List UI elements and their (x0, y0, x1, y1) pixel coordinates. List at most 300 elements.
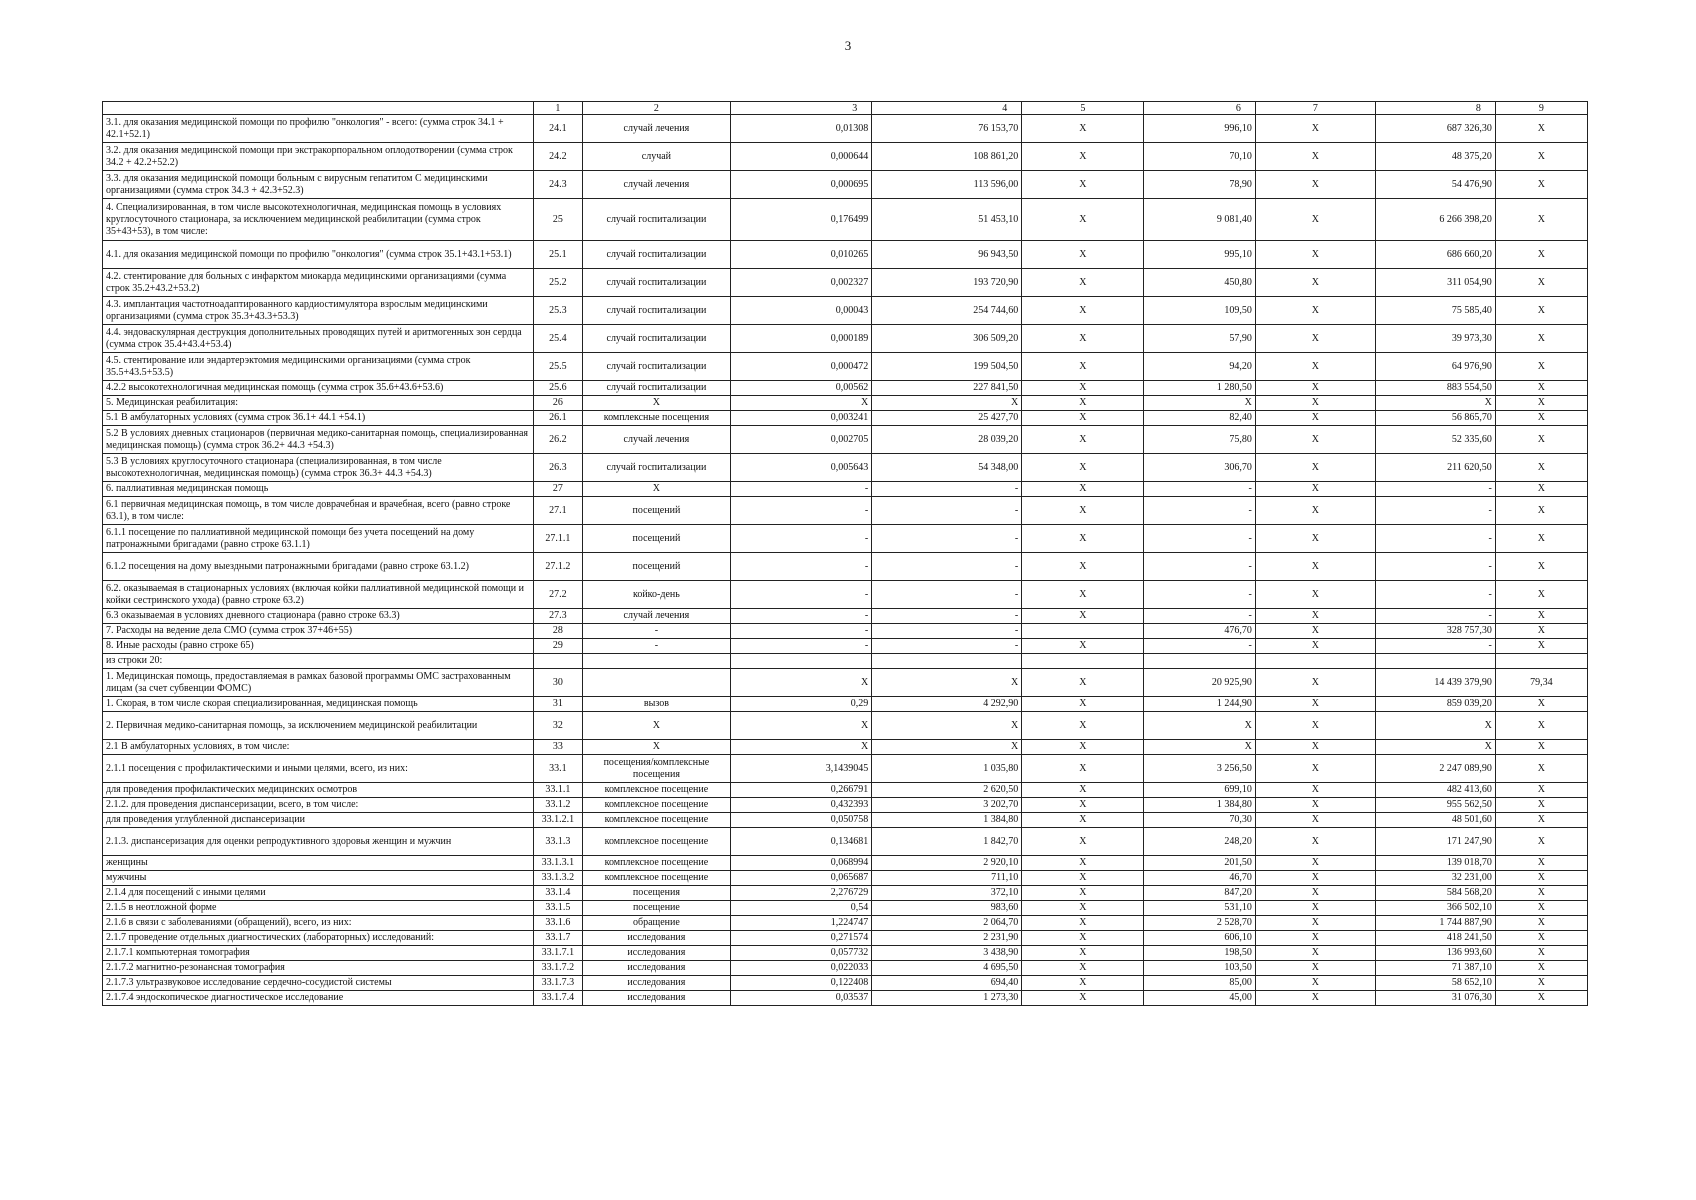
total-oms-cell: 54 476,90 (1375, 171, 1495, 199)
per-capita-oms-cell: 46,70 (1144, 871, 1255, 886)
row-label-cell: 1. Скорая, в том числе скорая специализированная, медицинская помощь (103, 697, 534, 712)
total-budget-cell: X (1255, 497, 1375, 525)
volume-norm-cell: X (730, 669, 871, 697)
per-capita-oms-cell: X (1144, 712, 1255, 740)
total-budget-cell: X (1255, 353, 1375, 381)
volume-norm-cell: 0,01308 (730, 115, 871, 143)
row-code-cell: 25.4 (533, 325, 582, 353)
row-label-cell: 5. Медицинская реабилитация: (103, 396, 534, 411)
per-capita-oms-cell: 248,20 (1144, 828, 1255, 856)
row-label-cell: 4.2.2 высокотехнологичная медицинская помощь (сумма строк 35.6+43.6+53.6) (103, 381, 534, 396)
total-oms-cell: - (1375, 525, 1495, 553)
total-oms-cell: - (1375, 581, 1495, 609)
unit-cell: случай лечения (582, 426, 730, 454)
volume-norm-cell: 0,000644 (730, 143, 871, 171)
percent-cell: X (1495, 241, 1587, 269)
total-oms-cell: 31 076,30 (1375, 991, 1495, 1006)
percent-cell: X (1495, 961, 1587, 976)
row-label-cell: 4.4. эндоваскулярная деструкция дополнительных проводящих путей и аритмогенных зон сердца (сумма строк 35.4+43.4+53.4) (103, 325, 534, 353)
percent-cell: X (1495, 411, 1587, 426)
cost-norm-cell: 227 841,50 (872, 381, 1022, 396)
unit-cell: комплексное посещение (582, 798, 730, 813)
percent-cell: X (1495, 553, 1587, 581)
per-capita-budget-cell: X (1022, 411, 1144, 426)
total-budget-cell: X (1255, 171, 1375, 199)
row-code-cell: 25.5 (533, 353, 582, 381)
row-code-cell: 30 (533, 669, 582, 697)
cost-norm-cell: - (872, 624, 1022, 639)
volume-norm-cell: 0,176499 (730, 199, 871, 241)
volume-norm-cell: 0,432393 (730, 798, 871, 813)
volume-norm-cell: 2,276729 (730, 886, 871, 901)
cost-norm-cell: - (872, 609, 1022, 624)
row-label-cell: 5.2 В условиях дневных стационаров (первичная медико-санитарная помощь, специализированная медицинская помощь) (сумма строк 36.2+ 44.3 +54.3) (103, 426, 534, 454)
row-code-cell (533, 654, 582, 669)
per-capita-budget-cell: X (1022, 269, 1144, 297)
cost-norm-cell: - (872, 497, 1022, 525)
percent-cell: X (1495, 396, 1587, 411)
row-code-cell: 25 (533, 199, 582, 241)
total-budget-cell: X (1255, 712, 1375, 740)
volume-norm-cell: 0,010265 (730, 241, 871, 269)
total-budget-cell: X (1255, 381, 1375, 396)
total-budget-cell: X (1255, 297, 1375, 325)
percent-cell: X (1495, 639, 1587, 654)
volume-norm-cell: 0,057732 (730, 946, 871, 961)
row-code-cell: 33.1.2 (533, 798, 582, 813)
cost-norm-cell (872, 654, 1022, 669)
total-oms-cell: 686 660,20 (1375, 241, 1495, 269)
volume-norm-cell: 0,000472 (730, 353, 871, 381)
unit-cell: посещений (582, 553, 730, 581)
per-capita-budget-cell: X (1022, 783, 1144, 798)
table-row (103, 697, 1588, 712)
row-code-cell: 27.3 (533, 609, 582, 624)
row-code-cell: 33 (533, 740, 582, 755)
table-row (103, 497, 1588, 525)
total-budget-cell: X (1255, 886, 1375, 901)
unit-cell: обращение (582, 916, 730, 931)
per-capita-budget-cell: X (1022, 353, 1144, 381)
total-budget-cell: X (1255, 609, 1375, 624)
unit-cell: - (582, 639, 730, 654)
cost-norm-cell: 711,10 (872, 871, 1022, 886)
volume-norm-cell: - (730, 553, 871, 581)
per-capita-oms-cell: 201,50 (1144, 856, 1255, 871)
cost-norm-cell: 2 064,70 (872, 916, 1022, 931)
per-capita-oms-cell: 94,20 (1144, 353, 1255, 381)
per-capita-budget-cell: X (1022, 901, 1144, 916)
cost-norm-cell: 108 861,20 (872, 143, 1022, 171)
cost-norm-cell: 3 202,70 (872, 798, 1022, 813)
table-row (103, 916, 1588, 931)
total-oms-cell: 39 973,30 (1375, 325, 1495, 353)
row-code-cell: 33.1.5 (533, 901, 582, 916)
percent-cell: X (1495, 426, 1587, 454)
table-row (103, 654, 1588, 669)
total-budget-cell: X (1255, 697, 1375, 712)
unit-cell: случай госпитализации (582, 353, 730, 381)
row-code-cell: 32 (533, 712, 582, 740)
cost-norm-cell: 1 035,80 (872, 755, 1022, 783)
per-capita-budget-cell: X (1022, 497, 1144, 525)
percent-cell: X (1495, 931, 1587, 946)
row-label-cell: из строки 20: (103, 654, 534, 669)
percent-cell: X (1495, 856, 1587, 871)
row-code-cell: 25.1 (533, 241, 582, 269)
volume-norm-cell: - (730, 497, 871, 525)
table-row (103, 241, 1588, 269)
total-oms-cell: 48 375,20 (1375, 143, 1495, 171)
per-capita-budget-cell: X (1022, 828, 1144, 856)
per-capita-oms-cell: 996,10 (1144, 115, 1255, 143)
unit-cell: комплексное посещение (582, 856, 730, 871)
row-label-cell: 7. Расходы на ведение дела СМО (сумма строк 37+46+55) (103, 624, 534, 639)
cost-norm-cell: - (872, 525, 1022, 553)
unit-cell: посещений (582, 497, 730, 525)
unit-cell: посещение (582, 901, 730, 916)
cost-norm-cell: 1 273,30 (872, 991, 1022, 1006)
per-capita-budget-cell: X (1022, 916, 1144, 931)
cost-norm-cell: 372,10 (872, 886, 1022, 901)
header-cell: 6 (1144, 102, 1255, 115)
row-code-cell: 33.1.7.1 (533, 946, 582, 961)
total-budget-cell: X (1255, 199, 1375, 241)
total-oms-cell: 482 413,60 (1375, 783, 1495, 798)
total-budget-cell: X (1255, 871, 1375, 886)
per-capita-oms-cell: 85,00 (1144, 976, 1255, 991)
header-cell: 7 (1255, 102, 1375, 115)
header-row (103, 102, 1588, 115)
total-budget-cell: X (1255, 411, 1375, 426)
per-capita-oms-cell: 9 081,40 (1144, 199, 1255, 241)
total-oms-cell: 64 976,90 (1375, 353, 1495, 381)
per-capita-oms-cell (1144, 654, 1255, 669)
unit-cell: исследования (582, 931, 730, 946)
unit-cell: случай госпитализации (582, 269, 730, 297)
total-budget-cell: X (1255, 946, 1375, 961)
total-oms-cell: 75 585,40 (1375, 297, 1495, 325)
per-capita-oms-cell: - (1144, 581, 1255, 609)
total-oms-cell: 955 562,50 (1375, 798, 1495, 813)
cost-norm-cell: - (872, 639, 1022, 654)
unit-cell (582, 654, 730, 669)
percent-cell: X (1495, 976, 1587, 991)
table-row (103, 143, 1588, 171)
table-row (103, 755, 1588, 783)
percent-cell: X (1495, 609, 1587, 624)
table-row (103, 553, 1588, 581)
total-budget-cell: X (1255, 396, 1375, 411)
volume-norm-cell: - (730, 609, 871, 624)
total-budget-cell: X (1255, 856, 1375, 871)
per-capita-budget-cell: X (1022, 991, 1144, 1006)
total-oms-cell: - (1375, 497, 1495, 525)
table-row (103, 798, 1588, 813)
row-code-cell: 33.1.7.3 (533, 976, 582, 991)
per-capita-oms-cell: - (1144, 525, 1255, 553)
volume-norm-cell: 0,134681 (730, 828, 871, 856)
volume-norm-cell: 0,003241 (730, 411, 871, 426)
row-label-cell: 8. Иные расходы (равно строке 65) (103, 639, 534, 654)
row-label-cell: 2.1 В амбулаторных условиях, в том числе: (103, 740, 534, 755)
table-row (103, 740, 1588, 755)
total-budget-cell: X (1255, 783, 1375, 798)
table-row (103, 856, 1588, 871)
per-capita-budget-cell: X (1022, 553, 1144, 581)
header-cell: 1 (533, 102, 582, 115)
header-cell (103, 102, 534, 115)
per-capita-oms-cell: 20 925,90 (1144, 669, 1255, 697)
per-capita-oms-cell: X (1144, 740, 1255, 755)
percent-cell: X (1495, 581, 1587, 609)
unit-cell: случай лечения (582, 115, 730, 143)
table-row (103, 976, 1588, 991)
table-row (103, 931, 1588, 946)
total-budget-cell: X (1255, 624, 1375, 639)
per-capita-oms-cell: 1 244,90 (1144, 697, 1255, 712)
table-row (103, 353, 1588, 381)
total-oms-cell: 6 266 398,20 (1375, 199, 1495, 241)
unit-cell: X (582, 740, 730, 755)
total-oms-cell: 71 387,10 (1375, 961, 1495, 976)
total-budget-cell: X (1255, 828, 1375, 856)
per-capita-budget-cell: X (1022, 609, 1144, 624)
per-capita-budget-cell: X (1022, 639, 1144, 654)
per-capita-oms-cell: 45,00 (1144, 991, 1255, 1006)
row-code-cell: 29 (533, 639, 582, 654)
per-capita-budget-cell: X (1022, 931, 1144, 946)
table-row (103, 396, 1588, 411)
unit-cell: случай госпитализации (582, 454, 730, 482)
row-label-cell: 2.1.7 проведение отдельных диагностических (лабораторных) исследований: (103, 931, 534, 946)
table-row (103, 411, 1588, 426)
row-code-cell: 33.1.3.1 (533, 856, 582, 871)
total-oms-cell: 883 554,50 (1375, 381, 1495, 396)
total-budget-cell: X (1255, 241, 1375, 269)
row-code-cell: 27 (533, 482, 582, 497)
page-number: 3 (844, 38, 852, 53)
cost-norm-cell: 2 231,90 (872, 931, 1022, 946)
table-row (103, 783, 1588, 798)
table-row (103, 115, 1588, 143)
total-oms-cell: 48 501,60 (1375, 813, 1495, 828)
percent-cell: X (1495, 353, 1587, 381)
total-oms-cell: 171 247,90 (1375, 828, 1495, 856)
volume-norm-cell: X (730, 712, 871, 740)
cost-norm-cell: 199 504,50 (872, 353, 1022, 381)
cost-norm-cell: 1 842,70 (872, 828, 1022, 856)
per-capita-budget-cell: X (1022, 886, 1144, 901)
unit-cell: комплексное посещение (582, 828, 730, 856)
cost-norm-cell: 54 348,00 (872, 454, 1022, 482)
per-capita-oms-cell: - (1144, 639, 1255, 654)
table-row (103, 813, 1588, 828)
header-cell: 3 (730, 102, 871, 115)
row-code-cell: 31 (533, 697, 582, 712)
row-code-cell: 24.2 (533, 143, 582, 171)
cost-norm-cell: 3 438,90 (872, 946, 1022, 961)
total-budget-cell: X (1255, 454, 1375, 482)
total-oms-cell: 584 568,20 (1375, 886, 1495, 901)
table-row (103, 712, 1588, 740)
volume-norm-cell: 1,224747 (730, 916, 871, 931)
table-row (103, 946, 1588, 961)
per-capita-oms-cell: 75,80 (1144, 426, 1255, 454)
per-capita-budget-cell: X (1022, 396, 1144, 411)
per-capita-budget-cell: X (1022, 976, 1144, 991)
table-row (103, 961, 1588, 976)
per-capita-budget-cell: X (1022, 755, 1144, 783)
total-budget-cell: X (1255, 581, 1375, 609)
total-budget-cell: X (1255, 755, 1375, 783)
cost-norm-cell: 4 695,50 (872, 961, 1022, 976)
volume-norm-cell: - (730, 639, 871, 654)
row-code-cell: 33.1.3 (533, 828, 582, 856)
unit-cell: X (582, 482, 730, 497)
table-row (103, 901, 1588, 916)
row-code-cell: 24.3 (533, 171, 582, 199)
table-row (103, 381, 1588, 396)
row-label-cell: 3.2. для оказания медицинской помощи при экстракорпоральном оплодотворении (сумма строк 34.2 + 42.2+52.2) (103, 143, 534, 171)
total-oms-cell: 687 326,30 (1375, 115, 1495, 143)
table-row (103, 886, 1588, 901)
total-oms-cell: 1 744 887,90 (1375, 916, 1495, 931)
volume-norm-cell: X (730, 396, 871, 411)
cost-norm-cell: - (872, 482, 1022, 497)
volume-norm-cell: 0,00043 (730, 297, 871, 325)
per-capita-oms-cell: X (1144, 396, 1255, 411)
per-capita-oms-cell: 82,40 (1144, 411, 1255, 426)
header-cell: 5 (1022, 102, 1144, 115)
volume-norm-cell: 0,000695 (730, 171, 871, 199)
unit-cell: случай госпитализации (582, 241, 730, 269)
total-oms-cell: 136 993,60 (1375, 946, 1495, 961)
per-capita-oms-cell: - (1144, 609, 1255, 624)
total-budget-cell: X (1255, 143, 1375, 171)
per-capita-budget-cell: X (1022, 813, 1144, 828)
per-capita-budget-cell: X (1022, 454, 1144, 482)
per-capita-oms-cell: 57,90 (1144, 325, 1255, 353)
percent-cell: X (1495, 297, 1587, 325)
data-table (102, 101, 1588, 1006)
per-capita-budget-cell: X (1022, 798, 1144, 813)
table-row (103, 639, 1588, 654)
total-budget-cell: X (1255, 813, 1375, 828)
cost-norm-cell: X (872, 712, 1022, 740)
total-oms-cell: X (1375, 740, 1495, 755)
row-label-cell: 6.1.1 посещение по паллиативной медицинской помощи без учета посещений на дому патронажными бригадами (равно строке 63.1.1) (103, 525, 534, 553)
total-oms-cell: 139 018,70 (1375, 856, 1495, 871)
unit-cell: посещения/комплексные посещения (582, 755, 730, 783)
table-row (103, 297, 1588, 325)
row-label-cell: 2.1.4 для посещений с иными целями (103, 886, 534, 901)
header-cell: 2 (582, 102, 730, 115)
per-capita-budget-cell: X (1022, 297, 1144, 325)
per-capita-budget-cell: X (1022, 581, 1144, 609)
row-label-cell: 4. Специализированная, в том числе высокотехнологичная, медицинская помощь в условиях круглосуточного стационара, за исключением медицинской реабилитации (сумма строк 35+43+53), в том числе: (103, 199, 534, 241)
volume-norm-cell: 0,000189 (730, 325, 871, 353)
volume-norm-cell: 0,271574 (730, 931, 871, 946)
total-budget-cell: X (1255, 553, 1375, 581)
per-capita-oms-cell: 70,30 (1144, 813, 1255, 828)
table-row (103, 609, 1588, 624)
row-label-cell: 2.1.1 посещения с профилактическими и иными целями, всего, из них: (103, 755, 534, 783)
volume-norm-cell: 0,122408 (730, 976, 871, 991)
total-oms-cell: 211 620,50 (1375, 454, 1495, 482)
total-budget-cell: X (1255, 115, 1375, 143)
unit-cell: случай госпитализации (582, 297, 730, 325)
row-code-cell: 24.1 (533, 115, 582, 143)
volume-norm-cell: 0,050758 (730, 813, 871, 828)
row-label-cell: мужчины (103, 871, 534, 886)
volume-norm-cell: X (730, 740, 871, 755)
percent-cell: X (1495, 624, 1587, 639)
row-label-cell: 6.1.2 посещения на дому выездными патронажными бригадами (равно строке 63.1.2) (103, 553, 534, 581)
volume-norm-cell: 0,065687 (730, 871, 871, 886)
cost-norm-cell: 51 453,10 (872, 199, 1022, 241)
table-row (103, 199, 1588, 241)
per-capita-oms-cell: 78,90 (1144, 171, 1255, 199)
table-row (103, 325, 1588, 353)
row-label-cell: 2.1.7.4 эндоскопическое диагностическое исследование (103, 991, 534, 1006)
table-row (103, 669, 1588, 697)
row-label-cell: 6.1 первичная медицинская помощь, в том числе доврачебная и врачебная, всего (равно строке 63.1), в том числе: (103, 497, 534, 525)
total-oms-cell: X (1375, 396, 1495, 411)
row-label-cell: 2.1.7.1 компьютерная томография (103, 946, 534, 961)
row-label-cell: 2.1.6 в связи с заболеваниями (обращений), всего, из них: (103, 916, 534, 931)
cost-norm-cell: 306 509,20 (872, 325, 1022, 353)
row-code-cell: 33.1.6 (533, 916, 582, 931)
volume-norm-cell: 0,00562 (730, 381, 871, 396)
per-capita-oms-cell: 109,50 (1144, 297, 1255, 325)
per-capita-oms-cell: 699,10 (1144, 783, 1255, 798)
cost-norm-cell: 2 920,10 (872, 856, 1022, 871)
percent-cell: X (1495, 697, 1587, 712)
row-label-cell: 5.1 В амбулаторных условиях (сумма строк 36.1+ 44.1 +54.1) (103, 411, 534, 426)
volume-norm-cell: 0,54 (730, 901, 871, 916)
total-oms-cell: 14 439 379,90 (1375, 669, 1495, 697)
total-budget-cell: X (1255, 931, 1375, 946)
percent-cell: X (1495, 740, 1587, 755)
total-oms-cell: 311 054,90 (1375, 269, 1495, 297)
table-row (103, 426, 1588, 454)
percent-cell: X (1495, 325, 1587, 353)
unit-cell: вызов (582, 697, 730, 712)
table-row (103, 581, 1588, 609)
table-row (103, 525, 1588, 553)
row-label-cell: 2.1.7.2 магнитно-резонансная томография (103, 961, 534, 976)
per-capita-oms-cell: 531,10 (1144, 901, 1255, 916)
per-capita-budget-cell: X (1022, 961, 1144, 976)
per-capita-budget-cell: X (1022, 697, 1144, 712)
percent-cell: X (1495, 171, 1587, 199)
row-code-cell: 33.1.1 (533, 783, 582, 798)
per-capita-oms-cell: 606,10 (1144, 931, 1255, 946)
total-budget-cell: X (1255, 798, 1375, 813)
percent-cell: X (1495, 813, 1587, 828)
percent-cell: X (1495, 783, 1587, 798)
volume-norm-cell: 0,03537 (730, 991, 871, 1006)
row-code-cell: 25.2 (533, 269, 582, 297)
row-label-cell: 5.3 В условиях круглосуточного стационара (специализированная, в том числе высокотехнологичная, медицинская помощь) (сумма строк 36.3+ 44.3 +54.3) (103, 454, 534, 482)
total-oms-cell: 56 865,70 (1375, 411, 1495, 426)
percent-cell: X (1495, 497, 1587, 525)
per-capita-budget-cell: X (1022, 856, 1144, 871)
table-row (103, 624, 1588, 639)
percent-cell: X (1495, 991, 1587, 1006)
total-budget-cell: X (1255, 669, 1375, 697)
